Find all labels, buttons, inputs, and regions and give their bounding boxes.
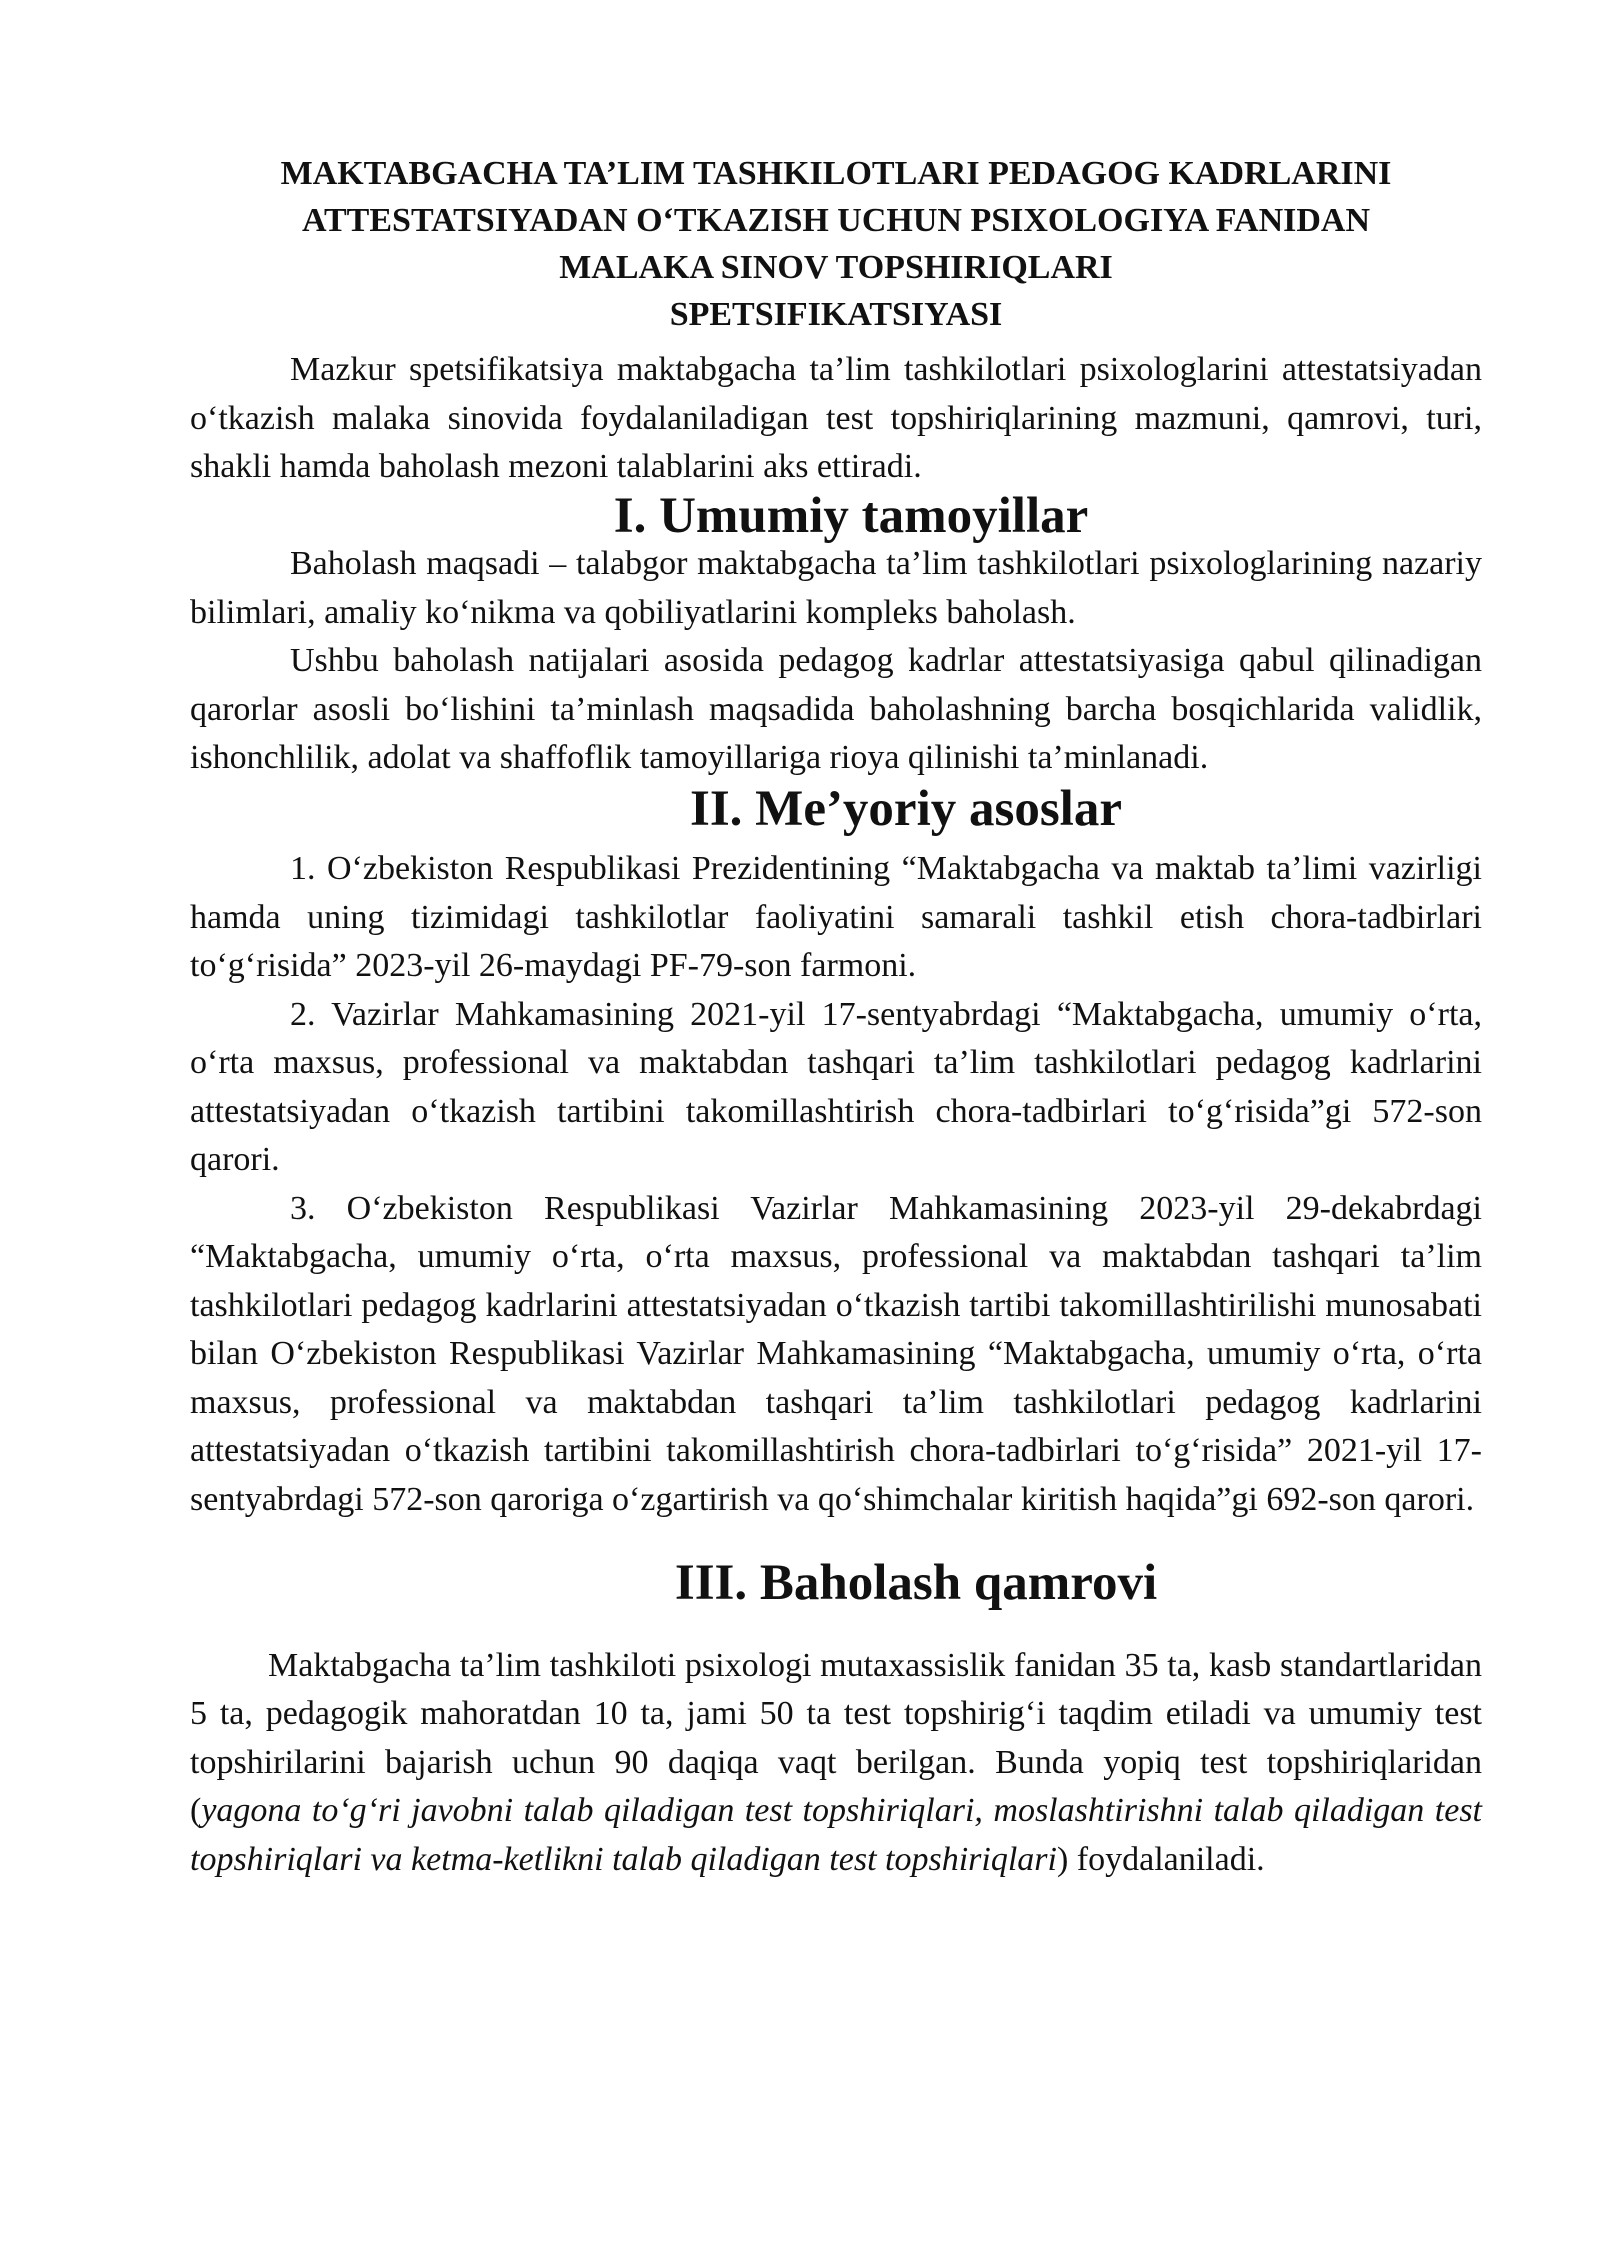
intro-paragraph: Mazkur spetsifikatsiya maktabgacha ta’lim tashkilotlari psixologlarini attestatsiyadan o‘tkazish malaka sinovida foydalaniladigan test topshiriqlarining mazmuni, qamrovi, turi, shakli hamda baholash mezoni talablarini aks ettiradi. [190, 351, 1482, 485]
scope-text-italic: yagona to‘g‘ri javobni talab qiladigan test topshiriqlari, moslashtirishni talab qiladigan test topshiriqlari va ketma-ketlikni talab qiladigan test topshiriqlari [190, 1792, 1482, 1878]
title-line-3: MALAKA SINOV TOPSHIRIQLARI [559, 249, 1113, 286]
title-line-1: MAKTABGACHA TA’LIM TASHKILOTLARI PEDAGOG KADRLARINI [280, 155, 1392, 192]
legal-basis-item-2: 2. Vazirlar Mahkamasining 2021-yil 17-sentyabrdagi “Maktabgacha, umumiy o‘rta, o‘rta maxsus, professional va maktabdan tashqari ta’lim tashkilotlari pedagog kadrlarini attestatsiyadan o‘tkazish tartibini takomillashtirish chora-tadbirlari to‘g‘risida”gi 572-son qarori. [190, 995, 1482, 1178]
legal-basis-item-3: 3. O‘zbekiston Respublikasi Vazirlar Mahkamasining 2023-yil 29-dekabrdagi “Maktabgacha, umumiy o‘rta, o‘rta maxsus, professional va maktabdan tashqari ta’lim tashkilotlari pedagog kadrlarini attestatsiyadan o‘tkazish tartibi takomillashtirilishi munosabati bilan O‘zbekiston Respublikasi Vazirlar Mahkamasining “Maktabgacha, umumiy o‘rta, o‘rta maxsus, professional va maktabdan tashqari ta’lim tashkilotlari pedagog kadrlarini attestatsiyadan o‘tkazish tartibini takomillashtirish chora-tadbirlari to‘g‘risida” 2021-yil 17-sentyabrdagi 572-son qaroriga o‘zgartirish va qo‘shimchalar kiritish haqida”gi 692-son qarori. [190, 1189, 1482, 1518]
scope-text-before: Maktabgacha ta’lim tashkiloti psixologi mutaxassislik fanidan 35 ta, kasb standartlaridan 5 ta, pedagogik mahoratdan 10 ta, jami 50 ta test topshirig‘i taqdim etiladi va umumiy test topshirilarini bajarish uchun 90 daqiqa vaqt berilgan. Bunda yopiq test topshiriqlaridan ( [190, 1646, 1482, 1829]
document-title [190, 150, 1482, 338]
title-line-4: SPETSIFIKATSIYASI [669, 296, 1003, 333]
scope-text-after: ) foydalaniladi. [1056, 1840, 1265, 1878]
title-line-2: ATTESTATSIYADAN O‘TKAZISH UCHUN PSIXOLOGIYA FANIDAN [301, 202, 1371, 239]
section-1-paragraph-2: Ushbu baholash natijalari asosida pedagog kadrlar attestatsiyasiga qabul qilinadigan qarorlar asosli bo‘lishini ta’minlash maqsadida baholashning barcha bosqichlarida validlik, ishonchlilik, adolat va shaffoflik tamoyillariga rioya qilinishi ta’minlanadi. [190, 642, 1482, 776]
section-1-heading: I. Umumiy tamoyillar [613, 487, 1089, 544]
legal-basis-item-1: 1. O‘zbekiston Respublikasi Prezidentining “Maktabgacha va maktab ta’limi vazirligi hamda uning tizimidagi tashkilotlar faoliyatini samarali tashkil etish chora-tadbirlari to‘g‘risida” 2023-yil 26-maydagi PF-79-son farmoni. [190, 850, 1482, 984]
document-page [190, 150, 1482, 1884]
section-3-paragraph [190, 1642, 1482, 1885]
section-2-heading: II. Me’yoriy asoslar [689, 780, 1122, 837]
section-3-heading: III. Baholash qamrovi [674, 1555, 1158, 1611]
section-1-paragraph-1: Baholash maqsadi – talabgor maktabgacha ta’lim tashkilotlari psixologlarining nazariy bilimlari, amaliy ko‘nikma va qobiliyatlarini kompleks baholash. [190, 545, 1482, 631]
